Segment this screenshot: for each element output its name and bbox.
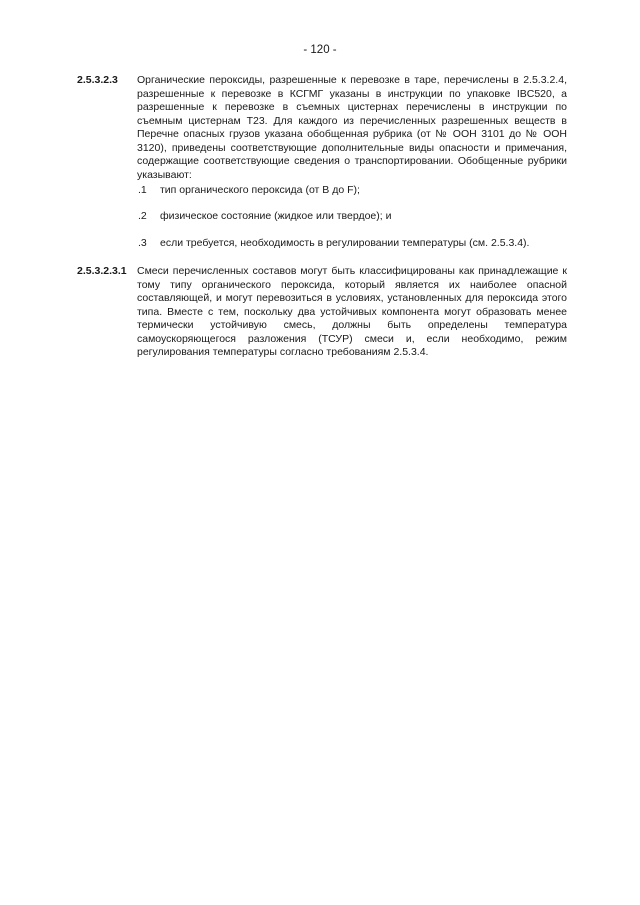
section-number: 2.5.3.2.3.1	[77, 265, 127, 277]
section-2-5-3-2-3	[77, 74, 567, 182]
list-item-text: физическое состояние (жидкое или твердое); и	[160, 210, 392, 222]
section-number: 2.5.3.2.3	[77, 74, 118, 86]
list-item-number: .3	[138, 237, 147, 249]
section-text: Смеси перечисленных составов могут быть классифицированы как принадлежащие к тому типу органического пероксида, который является их наиболее опасной составляющей, и могут перевозиться в условиях, установленных для пероксида этого типа. Вместе с тем, поскольку два устойчивых компонента могут образовать менее термически устойчивую смесь, должны быть определены температура самоускоряющегося разложения (ТСУР) смеси и, если необходимо, режим регулирования температуры согласно требованиям 2.5.3.4.	[137, 265, 567, 358]
list-item	[138, 184, 360, 198]
page-number: - 120 -	[303, 44, 337, 56]
list-item-number: .2	[138, 210, 147, 222]
section-text: Органические пероксиды, разрешенные к перевозке в таре, перечислены в 2.5.3.2.4, разрешенные к перевозке в КСГМГ указаны в инструкции по упаковке IBC520, а разрешенные к перевозке в съемных цистернах перечислены в инструкции по съемным цистернам Т23. Для каждого из перечисленных разрешенных веществ в Перечне опасных грузов указана обобщенная рубрика (от № ООН 3101 до № ООН 3120), приведены соответствующие дополнительные виды опасности и примечания, содержащие соответствующие сведения о транспортировании. Обобщенные рубрики указывают:	[137, 74, 567, 181]
list-item-text: если требуется, необходимость в регулировании температуры (см. 2.5.3.4).	[160, 237, 530, 249]
list-item-number: .1	[138, 184, 147, 196]
list-item	[138, 210, 391, 224]
list-item	[138, 237, 529, 251]
list-item-text: тип органического пероксида (от В до F);	[160, 184, 360, 196]
section-2-5-3-2-3-1	[77, 265, 567, 360]
